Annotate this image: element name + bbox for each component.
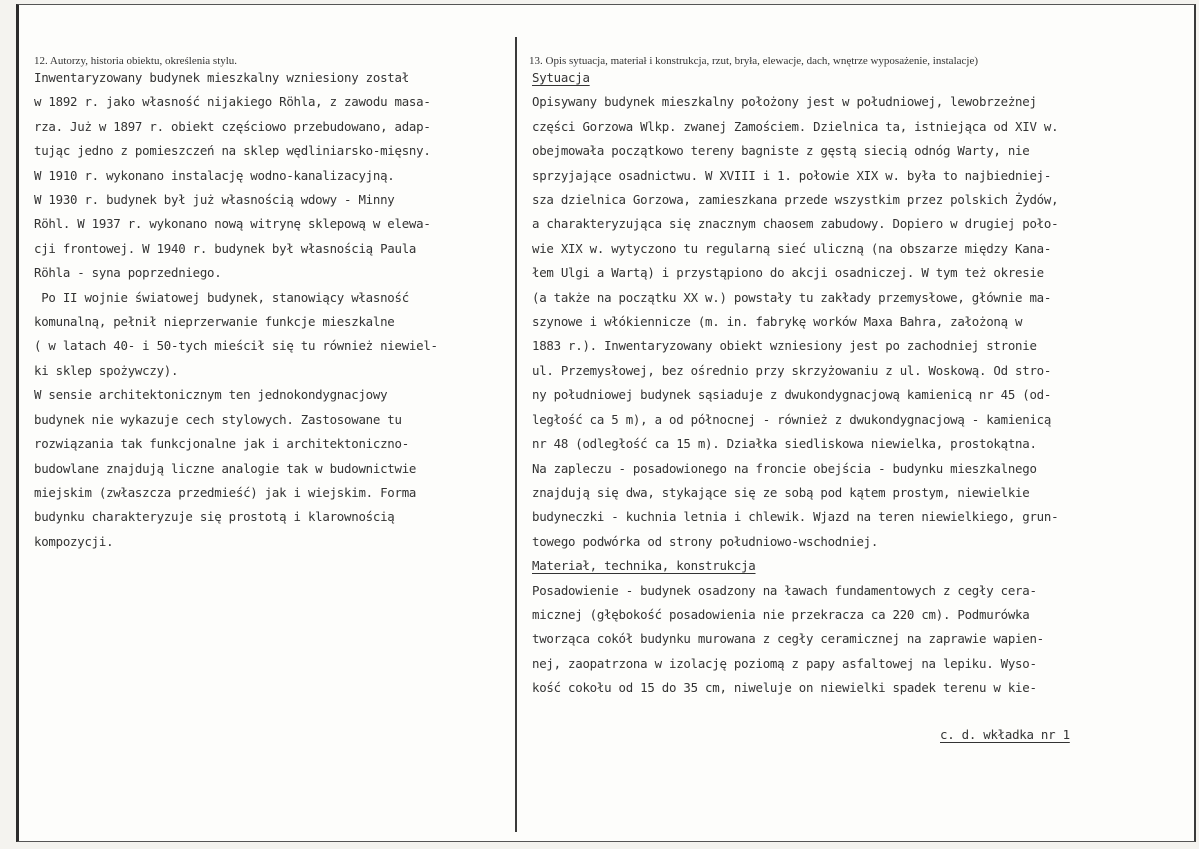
section-12-label: 12. Autorzy, historia obiektu, określenia stylu. [34,55,238,67]
text-line: budyneczki - kuchnia letnia i chlewik. Wjazd na teren niewielkiego, grun- [532,509,1059,525]
text-line: komunalną, pełnił nieprzerwanie funkcje mieszkalne [34,314,395,330]
text-line: a charakteryzująca się znacznym chaosem zabudowy. Dopiero w drugiej poło- [532,216,1059,232]
text-line: wie XIX w. wytyczono tu regularną sieć uliczną (na obszarze między Kana- [532,240,1052,256]
text-line: cji frontowej. W 1940 r. budynek był własnością Paula [34,240,417,256]
text-line: kość cokołu od 15 do 35 cm, niweluje on niewielki spadek terenu w kie- [532,680,1037,696]
text-line: Na zapleczu - posadowionego na froncie obejścia - budynku mieszkalnego [532,460,1037,476]
text-line: Röhl. W 1937 r. wykonano nową witrynę sklepową w elewa- [34,216,431,232]
text-line: w 1892 r. jako własność nijakiego Röhla, z zawodu masa- [34,94,431,110]
text-line: części Gorzowa Wlkp. zwanej Zamościem. Dzielnica ta, istniejąca od XIV w. [532,118,1059,134]
description-text [532,66,1187,701]
section-13-label: 13. Opis sytuacja, materiał i konstrukcja, rzut, bryła, elewacje, dach, wnętrze wyposażenie, instalacje) [529,55,978,67]
text-line: łem Ulgi a Wartą) i przystąpiono do akcji osadniczej. W tym też okresie [532,265,1044,281]
text-line: sprzyjające osadnictwu. W XVIII i 1. połowie XIX w. była to najbiedniej- [532,167,1052,183]
text-line: Röhla - syna poprzedniego. [34,265,222,281]
text-line: tując jedno z pomieszczeń na sklep wędliniarsko-mięsny. [34,143,431,159]
heading-material: Materiał, technika, konstrukcja [532,558,756,574]
heading-situation: Sytuacja [532,70,590,85]
text-line: ny południowej budynek sąsiaduje z dwukondygnacjową kamienicą nr 45 (od- [532,387,1052,403]
text-line: W 1910 r. wykonano instalację wodno-kanalizacyjną. [34,167,395,183]
text-line: Posadowienie - budynek osadzony na ławach fundamentowych z cegły cera- [532,582,1037,598]
text-line: 1883 r.). Inwentaryzowany obiekt wzniesiony jest po zachodniej stronie [532,338,1037,354]
text-line: kompozycji. [34,533,114,549]
text-line: ul. Przemysłowej, bez ośrednio przy skrzyżowaniu z ul. Woskową. Od stro- [532,362,1052,378]
text-line: Inwentaryzowany budynek mieszkalny wzniesiony został [34,70,409,85]
text-line: budynku charakteryzuje się prostotą i klarownością [34,509,395,525]
text-line: W 1930 r. budynek był już własnością wdowy - Minny [34,192,395,208]
history-text [34,66,516,554]
text-line: sza dzielnica Gorzowa, zamieszkana przede wszystkim przez polskich Żydów, [532,192,1059,208]
text-line: ległość ca 5 m), a od północnej - również z dwukondygnacjową - kamienicą [532,411,1052,427]
text-line: rozwiązania tak funkcjonalne jak i architektoniczno- [34,436,409,452]
text-line: rza. Już w 1897 r. obiekt częściowo przebudowano, adap- [34,118,431,134]
text-line: nr 48 (odległość ca 15 m). Działka siedliskowa niewielka, prostokątna. [532,436,1037,452]
text-line: Po II wojnie światowej budynek, stanowiący własność [34,289,409,305]
text-line: (a także na początku XX w.) powstały tu zakłady przemysłowe, głównie ma- [532,289,1052,305]
text-line: micznej (głębokość posadowienia nie przekracza ca 220 cm). Podmurówka [532,606,1030,622]
text-line: znajdują się dwa, stykające się ze sobą pod kątem prostym, niewielkie [532,484,1030,500]
continuation-note: c. d. wkładka nr 1 [940,727,1070,742]
text-line: budynek nie wykazuje cech stylowych. Zastosowane tu [34,411,402,427]
text-line: ( w latach 40- i 50-tych mieścił się tu również niewiel- [34,338,438,354]
text-line: budowlane znajdują liczne analogie tak w budownictwie [34,460,417,476]
text-line: ki sklep spożywczy). [34,362,179,378]
text-line: towego podwórka od strony południowo-wschodniej. [532,533,879,549]
text-line: miejskim (zwłaszcza przedmieść) jak i wiejskim. Forma [34,484,417,500]
text-line: nej, zaopatrzona w izolację poziomą z papy asfaltowej na lepiku. Wyso- [532,655,1037,671]
text-line: obejmowała początkowo tereny bagniste z gęstą siecią odnóg Warty, nie [532,143,1030,159]
text-line: szynowe i włókiennicze (m. in. fabrykę worków Maxa Bahra, założoną w [532,314,1023,330]
text-line: W sensie architektonicznym ten jednokondygnacjowy [34,387,388,403]
text-line: Opisywany budynek mieszkalny położony jest w południowej, lewobrzeżnej [532,94,1037,110]
text-line: tworząca cokół budynku murowana z cegły ceramicznej na zaprawie wapien- [532,631,1044,647]
